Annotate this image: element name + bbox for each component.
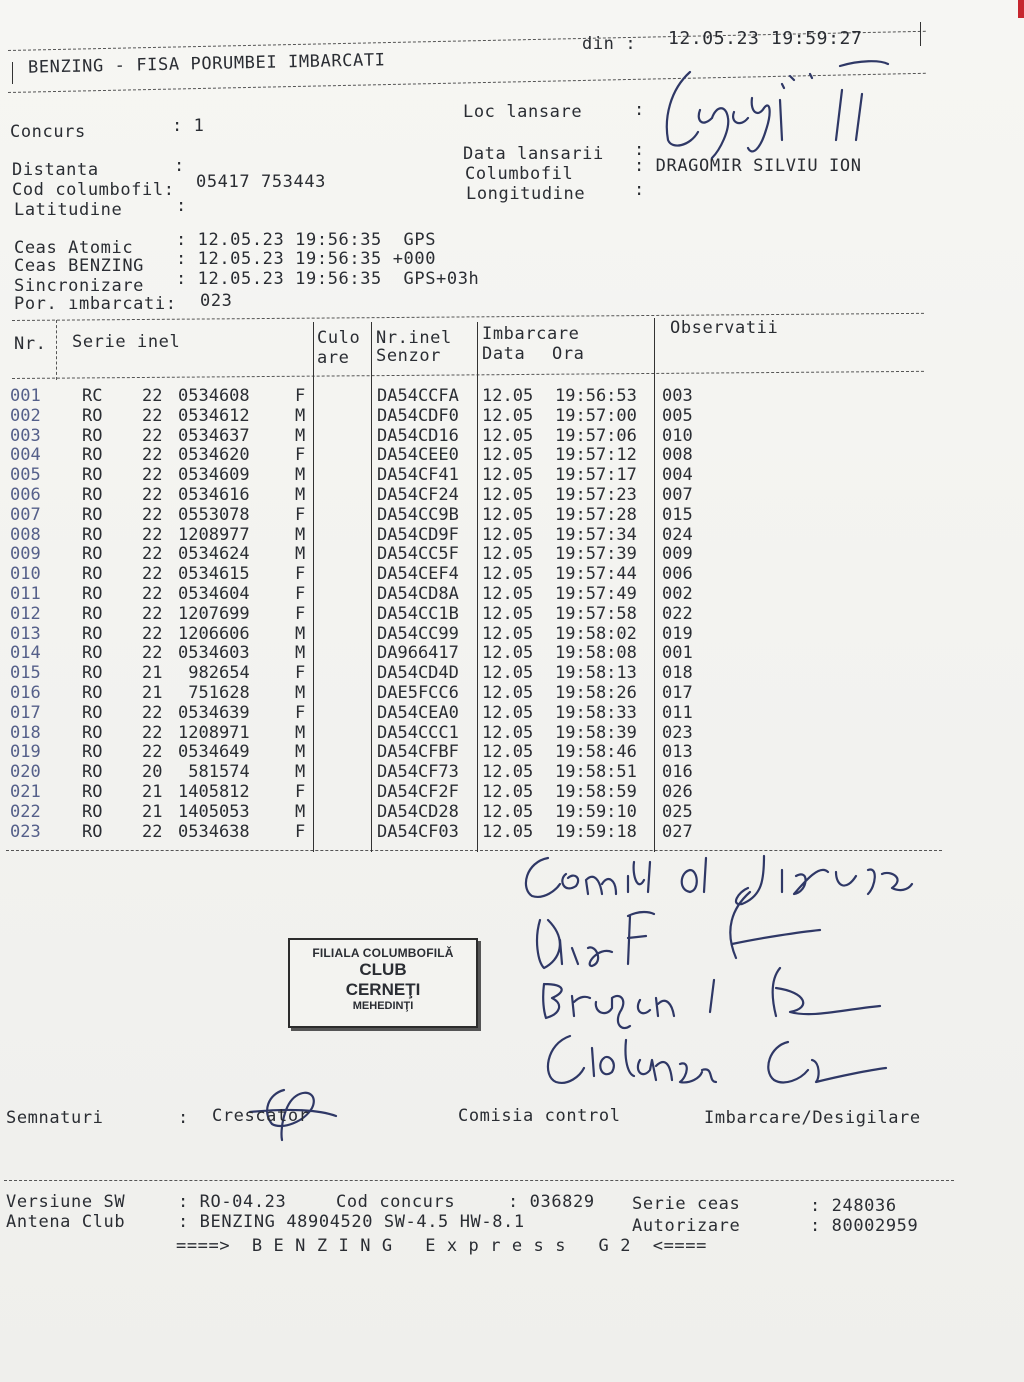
row-date: 12.05 [482,544,534,565]
row-country: RO [82,603,103,624]
row-sex: M [295,405,306,426]
columbofil-label: Columbofil [465,164,574,184]
row-date: 12.05 [482,801,534,822]
row-observation: 006 [662,564,693,585]
row-year: 22 [142,623,163,644]
row-date: 12.05 [482,425,534,446]
row-nr: 021 [10,782,41,802]
row-sex: F [295,584,306,604]
row-country: RO [82,405,103,426]
row-sex: M [295,643,306,664]
row-country: RO [82,742,103,763]
row-ring-number: 0534616 [178,485,250,505]
row-observation: 019 [662,623,693,644]
row-country: RO [82,702,103,723]
row-time: 19:58:59 [555,782,637,802]
porumbei-imbarcati-label: Por. ımbarcati: [14,294,177,314]
row-sensor: DA54CD28 [377,801,459,822]
row-ring-number: 0534609 [178,465,250,486]
row-nr: 018 [10,722,41,743]
row-observation: 002 [662,584,693,604]
row-year: 22 [142,465,163,486]
row-ring-number: 1405053 [178,801,250,822]
row-sex: M [295,485,306,505]
row-observation: 013 [662,742,693,763]
row-ring-number: 581574 [188,762,250,783]
header-imbarcare: Imbarcare [482,324,580,344]
imbarcare-desigilare-label: Imbarcare/Desigilare [704,1108,921,1128]
header-observatii: Observatii [670,318,779,338]
row-ring-number: 0534615 [178,564,250,585]
header-culoare-1: Culo [317,328,361,348]
row-year: 22 [142,603,163,624]
row-date: 12.05 [482,683,534,703]
row-sensor: DA54CEA0 [377,702,459,723]
header-nrinel-1: Nr.inel [376,328,452,348]
cod-columbofil-label: Cod columbofil: [12,180,175,200]
row-observation: 010 [662,425,693,446]
row-sensor: DA54CC9B [377,504,459,525]
row-nr: 012 [10,603,41,624]
cod-columbofil-value: 05417 753443 [196,172,327,192]
row-time: 19:57:17 [555,465,637,486]
row-country: RO [82,821,103,842]
row-time: 19:58:51 [555,762,637,783]
serie-ceas-label: Serie ceas [632,1194,741,1214]
row-year: 22 [142,504,163,525]
row-observation: 026 [662,782,693,802]
member-1-handwriting [537,892,820,968]
row-sex: F [295,504,306,525]
row-date: 12.05 [482,762,534,783]
loc-lansare-sep: : [634,100,645,120]
row-sensor: DA54CCFA [377,386,459,406]
row-ring-number: 0534639 [178,702,250,723]
antena-club-value: : BENZING 48904520 SW-4.5 HW-8.1 [178,1212,525,1232]
row-time: 19:57:00 [555,405,637,426]
row-country: RO [82,643,103,664]
row-nr: 003 [10,425,41,446]
row-time: 19:59:10 [555,801,637,822]
row-time: 19:57:23 [555,485,637,505]
row-ring-number: 1206606 [178,623,250,644]
row-sex: M [295,742,306,763]
row-country: RO [82,445,103,466]
row-observation: 009 [662,544,693,565]
row-year: 21 [142,782,163,802]
row-date: 12.05 [482,386,534,406]
row-observation: 008 [662,445,693,466]
row-time: 19:57:06 [555,425,637,446]
row-sex: M [295,544,306,565]
latitudine-label: Latitudine [14,200,123,220]
row-country: RO [82,584,103,604]
row-sensor: DA54CEE0 [377,445,459,466]
row-nr: 010 [10,564,41,585]
row-observation: 024 [662,524,693,545]
member-3-handwriting [548,1036,886,1083]
row-year: 22 [142,405,163,426]
header-nrinel-2: Senzor [376,346,442,366]
row-sensor: DA54CD9F [377,524,459,545]
row-country: RO [82,663,103,684]
row-nr: 005 [10,465,41,486]
autorizare-label: Autorizare [632,1216,741,1236]
row-nr: 004 [10,445,41,466]
ceas-benzing-label: Ceas BENZING [14,256,145,276]
row-sex: M [295,722,306,743]
row-date: 12.05 [482,445,534,466]
header-nr: Nr. [14,334,47,354]
ceas-benzing-value: : 12.05.23 19:56:35 +000 [176,249,437,269]
row-date: 12.05 [482,465,534,486]
row-sex: F [295,702,306,723]
stamp-line-1: FILIALA COLUMBOFILĂ [312,946,454,960]
row-year: 22 [142,445,163,466]
row-nr: 011 [10,584,41,604]
row-nr: 014 [10,643,41,664]
row-time: 19:57:44 [555,564,637,585]
row-nr: 006 [10,485,41,505]
row-date: 12.05 [482,603,534,624]
row-observation: 016 [662,762,693,783]
row-country: RO [82,801,103,822]
row-observation: 017 [662,683,693,703]
row-date: 12.05 [482,643,534,664]
row-date: 12.05 [482,782,534,802]
row-country: RO [82,504,103,525]
row-year: 22 [142,702,163,723]
sincronizare-value: : 12.05.23 19:56:35 GPS+03h [176,269,480,289]
row-ring-number: 0534603 [178,643,250,664]
row-sensor: DA54CD8A [377,584,459,604]
row-time: 19:58:02 [555,623,637,644]
row-country: RO [82,425,103,446]
row-sex: M [295,425,306,446]
row-sex: F [295,386,306,406]
row-date: 12.05 [482,485,534,505]
din-timestamp: 12.05.23 19:59:27 [668,28,863,49]
row-year: 22 [142,425,163,446]
row-time: 19:57:12 [555,445,637,466]
row-sensor: DAE5FCC6 [377,683,459,703]
row-sensor: DA54CF2F [377,782,459,802]
row-observation: 027 [662,821,693,842]
row-nr: 009 [10,544,41,565]
row-sex: F [295,445,306,466]
concurs-value: : 1 [172,116,205,136]
row-ring-number: 0534637 [178,425,250,446]
crescator-label: Crescator [212,1106,310,1126]
serie-ceas-value: : 248036 [810,1196,897,1216]
row-nr: 022 [10,801,41,822]
row-year: 22 [142,584,163,604]
row-date: 12.05 [482,821,534,842]
row-country: RO [82,722,103,743]
row-date: 12.05 [482,623,534,644]
row-country: RO [82,524,103,545]
row-time: 19:58:26 [555,683,637,703]
row-date: 12.05 [482,584,534,604]
row-year: 22 [142,722,163,743]
member-2-handwriting [543,968,880,1028]
row-country: RO [82,762,103,783]
row-sensor: DA54CDF0 [377,405,459,426]
row-observation: 023 [662,722,693,743]
row-country: RO [82,623,103,644]
row-date: 12.05 [482,742,534,763]
row-observation: 004 [662,465,693,486]
row-country: RO [82,465,103,486]
row-nr: 019 [10,742,41,763]
loc-lansare-label: Loc lansare [463,102,583,122]
versiune-sw-value: : RO-04.23 [178,1192,287,1212]
row-ring-number: 1208977 [178,524,250,545]
row-year: 22 [142,821,163,842]
row-sex: M [295,683,306,703]
header-ora: Ora [552,344,585,364]
porumbei-imbarcati-value: 023 [200,291,233,311]
row-ring-number: 0534604 [178,584,250,604]
row-date: 12.05 [482,663,534,684]
data-lansarii-label: Data lansarii [463,144,604,164]
row-sensor: DA54CF03 [377,821,459,842]
row-observation: 015 [662,504,693,525]
row-year: 22 [142,386,163,406]
columbofil-value: : DRAGOMIR SILVIU ION [634,156,862,176]
row-nr: 016 [10,683,41,703]
row-sex: M [295,801,306,822]
ceas-atomic-value: : 12.05.23 19:56:35 GPS [176,230,437,250]
stamp-line-3: CERNEŢI [345,980,421,999]
header-data: Data [482,344,526,364]
row-country: RO [82,544,103,565]
row-nr: 001 [10,386,41,406]
row-time: 19:57:58 [555,603,637,624]
cod-concurs-value: : 036829 [508,1192,595,1212]
autorizare-value: : 80002959 [810,1216,919,1236]
row-date: 12.05 [482,564,534,585]
row-nr: 002 [10,405,41,426]
row-time: 19:58:33 [555,702,637,723]
row-time: 19:57:49 [555,584,637,604]
row-date: 12.05 [482,722,534,743]
row-time: 19:57:34 [555,524,637,545]
row-date: 12.05 [482,524,534,545]
sincronizare-label: Sincronizare [14,276,145,296]
row-year: 20 [142,762,163,783]
row-sensor: DA54CD16 [377,425,459,446]
comisia-control-label: Comisia control [458,1106,621,1126]
row-sensor: DA54CC1B [377,603,459,624]
row-year: 22 [142,544,163,565]
row-sex: M [295,524,306,545]
row-ring-number: 0534638 [178,821,250,842]
row-ring-number: 1208971 [178,722,250,743]
longitudine-sep: : [634,180,645,200]
row-sex: F [295,782,306,802]
header-culoare-2: are [317,348,350,368]
row-observation: 022 [662,603,693,624]
row-nr: 023 [10,821,41,842]
row-year: 22 [142,643,163,664]
loc-lansare-handwriting [667,61,888,158]
row-observation: 018 [662,663,693,684]
row-date: 12.05 [482,702,534,723]
row-observation: 007 [662,485,693,505]
row-observation: 003 [662,386,693,406]
row-time: 19:58:13 [555,663,637,684]
row-sex: M [295,762,306,783]
stamp-line-2: CLUB [359,960,407,979]
row-year: 21 [142,683,163,703]
row-sensor: DA54CCC1 [377,722,459,743]
row-sex: F [295,603,306,624]
row-sensor: DA54CC99 [377,623,459,644]
row-nr: 017 [10,702,41,723]
row-country: RO [82,683,103,703]
row-sex: M [295,623,306,644]
row-time: 19:59:18 [555,821,637,842]
row-ring-number: 0553078 [178,504,250,525]
row-time: 19:58:46 [555,742,637,763]
row-sensor: DA54CEF4 [377,564,459,585]
data-lansarii-sep: : [634,140,645,160]
row-sex: F [295,564,306,585]
row-sensor: DA54CF73 [377,762,459,783]
row-ring-number: 1207699 [178,603,250,624]
footer-rule [4,1180,954,1181]
row-time: 19:58:08 [555,643,637,664]
row-ring-number: 751628 [188,683,250,703]
distanta-sep: : [174,156,185,176]
versiune-sw-label: Versiune SW [6,1192,126,1212]
row-ring-number: 0534620 [178,445,250,466]
row-nr: 020 [10,762,41,783]
row-ring-number: 0534649 [178,742,250,763]
row-ring-number: 0534612 [178,405,250,426]
row-observation: 005 [662,405,693,426]
row-sex: M [295,465,306,486]
row-time: 19:57:28 [555,504,637,525]
cod-concurs-label: Cod concurs [336,1192,456,1212]
row-ring-number: 1405812 [178,782,250,802]
row-year: 22 [142,524,163,545]
longitudine-label: Longitudine [466,184,586,204]
row-time: 19:58:39 [555,722,637,743]
row-sensor: DA54CD4D [377,663,459,684]
semnaturi-label: Semnaturi [6,1108,104,1128]
row-year: 22 [142,742,163,763]
stamp-line-4: MEHEDINŢI [352,1000,414,1012]
row-ring-number: 0534624 [178,544,250,565]
benzing-express-banner: ====> B E N Z I N G E x p r e s s G 2 <==== [176,1236,707,1256]
row-date: 12.05 [482,405,534,426]
row-nr: 015 [10,663,41,684]
row-ring-number: 982654 [188,663,250,684]
row-sensor: DA966417 [377,643,459,664]
comisie-handwriting [526,856,912,904]
row-sensor: DA54CF41 [377,465,459,486]
row-country: RO [82,564,103,585]
row-year: 21 [142,801,163,822]
row-observation: 011 [662,702,693,723]
ceas-atomic-label: Ceas Atomic [14,238,134,258]
row-sensor: DA54CF24 [377,485,459,505]
concurs-label: Concurs [10,122,86,142]
row-year: 22 [142,564,163,585]
row-time: 19:57:39 [555,544,637,565]
row-year: 22 [142,485,163,505]
row-sensor: DA54CFBF [377,742,459,763]
row-country: RO [82,485,103,505]
row-country: RO [82,782,103,802]
row-observation: 025 [662,801,693,822]
row-ring-number: 0534608 [178,386,250,406]
row-observation: 001 [662,643,693,664]
header-serie-inel: Serie inel [72,332,181,352]
latitudine-sep: : [176,196,187,216]
row-sensor: DA54CC5F [377,544,459,565]
din-label: din : [582,34,637,54]
antena-club-label: Antena Club [6,1212,126,1232]
row-sex: F [295,821,306,842]
row-nr: 013 [10,623,41,644]
row-date: 12.05 [482,504,534,525]
row-nr: 008 [10,524,41,545]
semnaturi-sep: : [178,1108,189,1128]
report-title: BENZING - FISA PORUMBEI IMBARCATI [27,50,386,78]
distanta-label: Distanta [12,160,99,180]
row-sex: F [295,663,306,684]
row-year: 21 [142,663,163,684]
row-time: 19:56:53 [555,386,637,406]
row-country: RC [82,386,103,406]
row-nr: 007 [10,504,41,525]
